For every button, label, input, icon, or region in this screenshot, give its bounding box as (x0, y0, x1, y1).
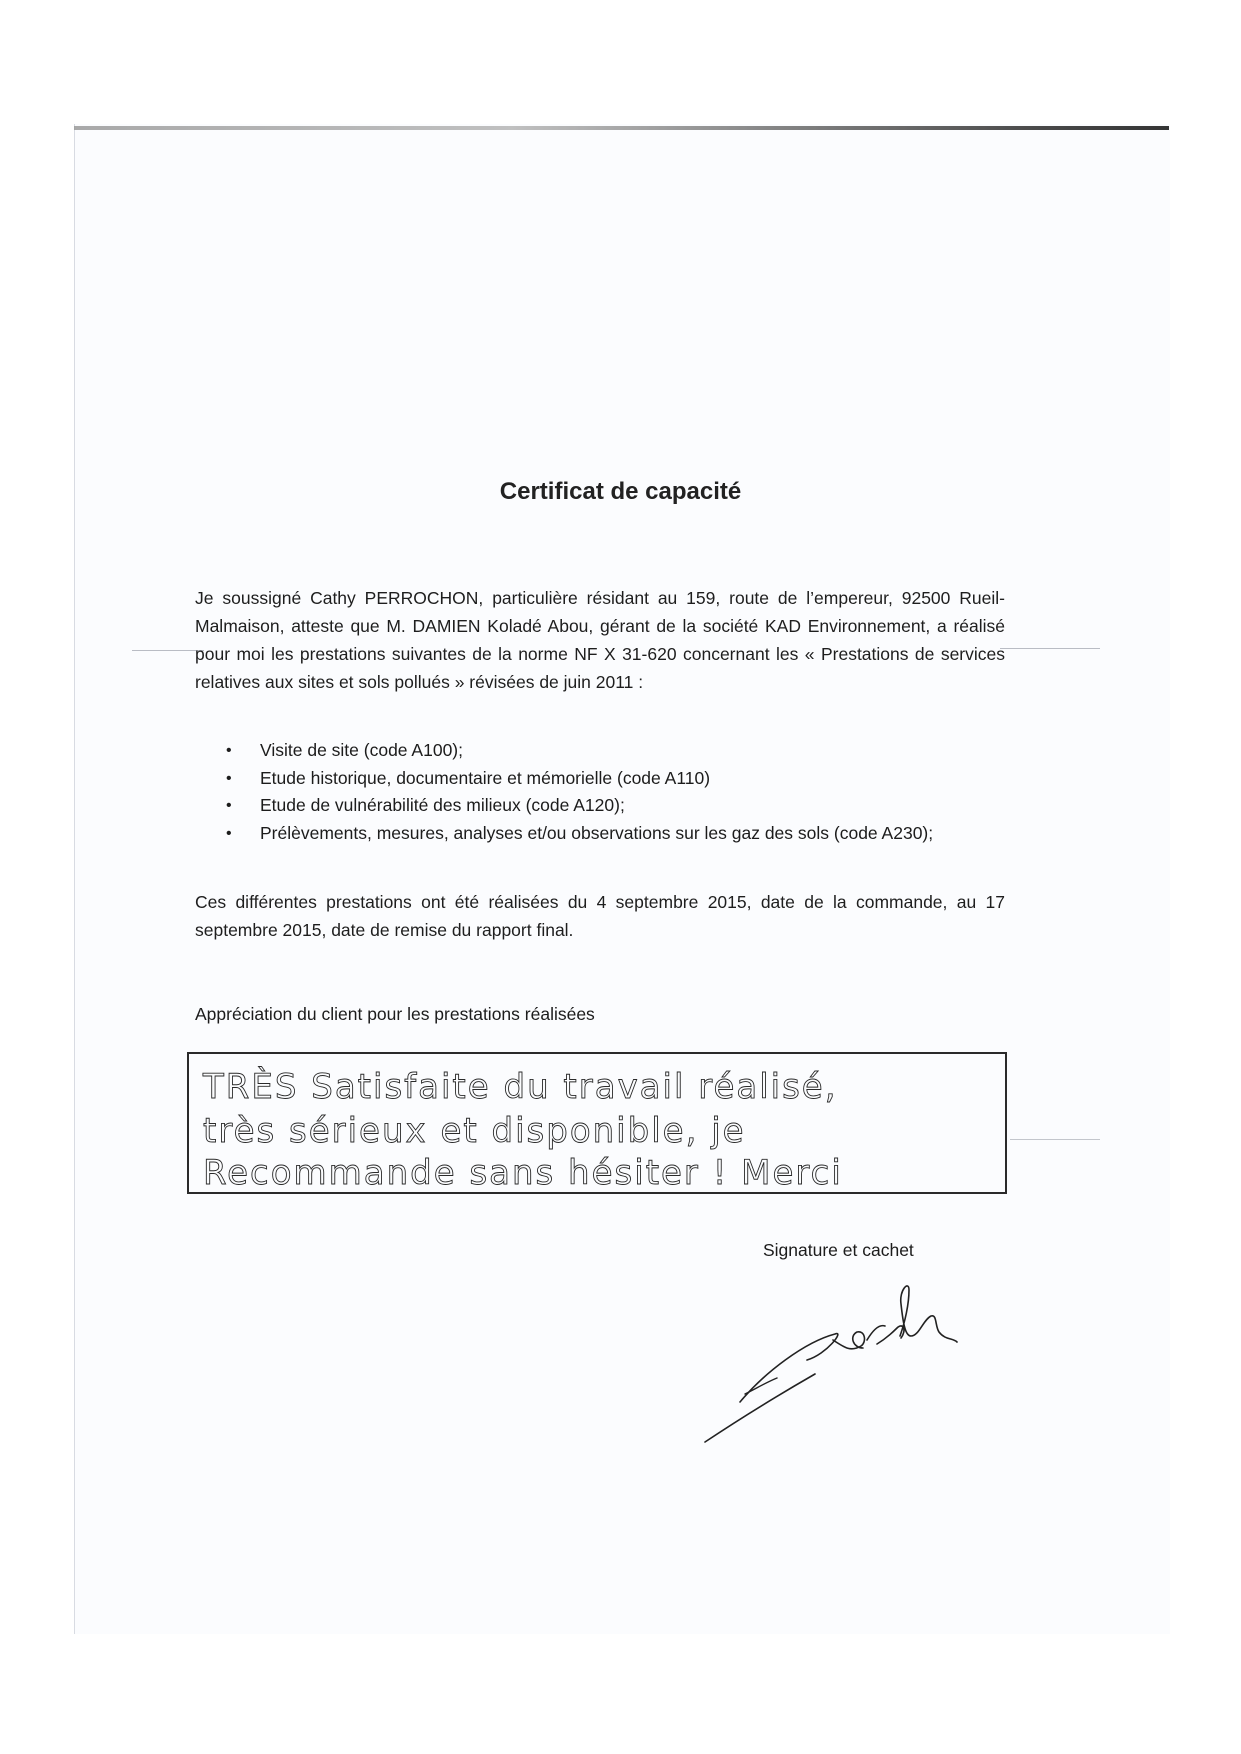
handwritten-line: très sérieux et disponible, je (203, 1111, 746, 1151)
services-list (195, 737, 1005, 847)
list-item: • Prélèvements, mesures, analyses et/ou observations sur les gaz des sols (code A230); (195, 820, 1005, 848)
handwritten-appreciation (189, 1054, 1009, 1196)
intro-paragraph: Je soussigné Cathy PERROCHON, particulière résidant au 159, route de l’empereur, 92500 Rueil-Malmaison, atteste que M. DAMIEN Koladé Abou, gérant de la société KAD Environnement, a réalisé pour moi les prestations suivantes de la norme NF X 31-620 concernant les « Prestations de services relatives aux sites et sols pollués » révisées de juin 2011 : (195, 588, 1005, 692)
document-title: Certificat de capacité (499, 478, 742, 505)
appreciation-label: Appréciation du client pour les prestations réalisées (195, 1004, 595, 1024)
handwritten-line: Recommande sans hésiter ! Merci (203, 1153, 843, 1193)
fold-line (1000, 648, 1100, 649)
list-item: • Visite de site (code A100); (195, 737, 1005, 765)
scan-edge-shadow (74, 126, 1169, 130)
signature-label: Signature et cachet (763, 1240, 914, 1260)
signature (695, 1282, 965, 1452)
dates-paragraph: Ces différentes prestations ont été réalisées du 4 septembre 2015, date de la commande, au 17 septembre 2015, date de remise du rapport final. (195, 892, 1005, 940)
fold-line (132, 650, 204, 651)
list-item: • Etude historique, documentaire et mémorielle (code A110) (195, 765, 1005, 793)
handwritten-line: TRÈS Satisfaite du travail réalisé, (203, 1067, 838, 1107)
list-item: • Etude de vulnérabilité des milieux (code A120); (195, 792, 1005, 820)
appreciation-box (187, 1052, 1007, 1194)
scanned-page (74, 124, 1170, 1634)
fold-line (1010, 1139, 1100, 1140)
